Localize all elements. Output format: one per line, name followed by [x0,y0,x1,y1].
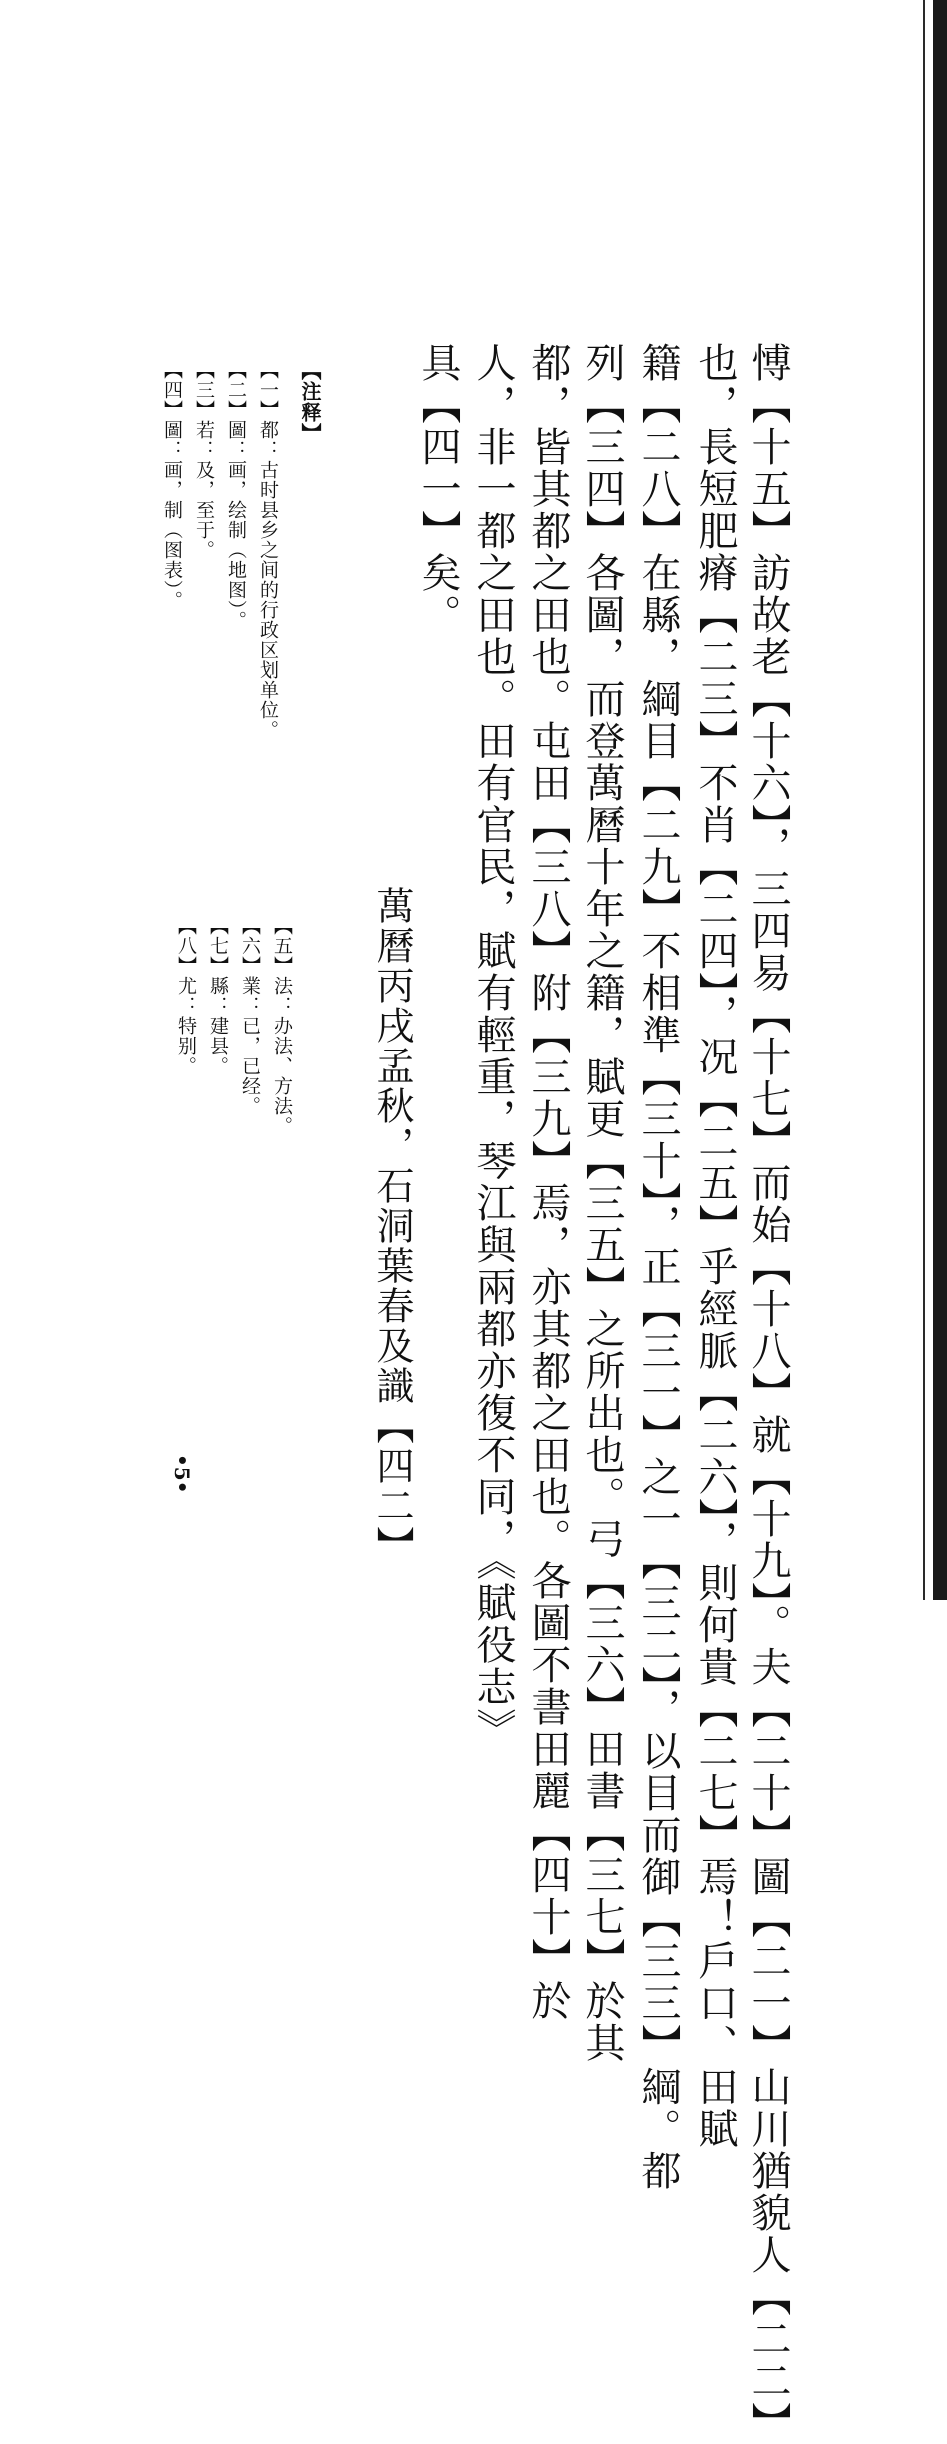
page-edge-line [923,0,925,1600]
note-item-3: 【三】若：及，至于。 [193,360,215,560]
page-number: •5• [170,1454,194,1494]
note-item-2: 【二】圖：画，绘制（地图）。 [225,360,247,631]
author-signature: 萬曆丙戌孟秋，石洞葉春及識【四二】 [370,886,414,1566]
main-text-column-2: 也，長短肥瘠【二三】不肖【二四】，况【二五】乎經脈【二六】，則何貴【二七】焉！戶口、田賦 [692,342,738,2150]
main-text-column-7: 具【四一】矣。 [415,342,461,636]
note-item-4: 【四】圖：画，制（图表）。 [161,360,183,611]
main-text-column-6: 人，非一都之田也。田有官民，賦有輕重，琴江與兩都亦復不同，《賦役志》 [470,342,516,1750]
notes-title: 【注释】 [298,360,322,444]
main-text-column-1: 愽【十五】訪故老【十六】，三四易【十七】而始【十八】就【十九】。夫【二十】圖【二一】山川猶貌人【二二】 [745,342,791,2444]
note-item-8: 【八】尤：特别。 [175,916,197,1076]
note-item-6: 【六】業：已，已经。 [239,916,261,1116]
page-edge-shadow [933,0,947,1600]
note-item-5: 【五】法：办法、方法。 [271,916,293,1136]
main-text-column-3: 籍【二八】在縣，綱目【二九】不相準【三十】，正【三一】之一【三二】，以目而御【三三】綱。都 [635,342,681,2192]
main-text-column-5: 都，皆其都之田也。屯田【三八】附【三九】焉，亦其都之田也。各圖不書田麗【四十】於 [525,342,571,2022]
note-item-7: 【七】縣：建县。 [207,916,229,1076]
note-item-1: 【一】都：古时县乡之间的行政区划单位。 [257,360,279,740]
main-text-column-4: 列【三四】各圖，而登萬曆十年之籍，賦更【三五】之所出也。弓【三六】田書【三七】於其 [579,342,625,2064]
